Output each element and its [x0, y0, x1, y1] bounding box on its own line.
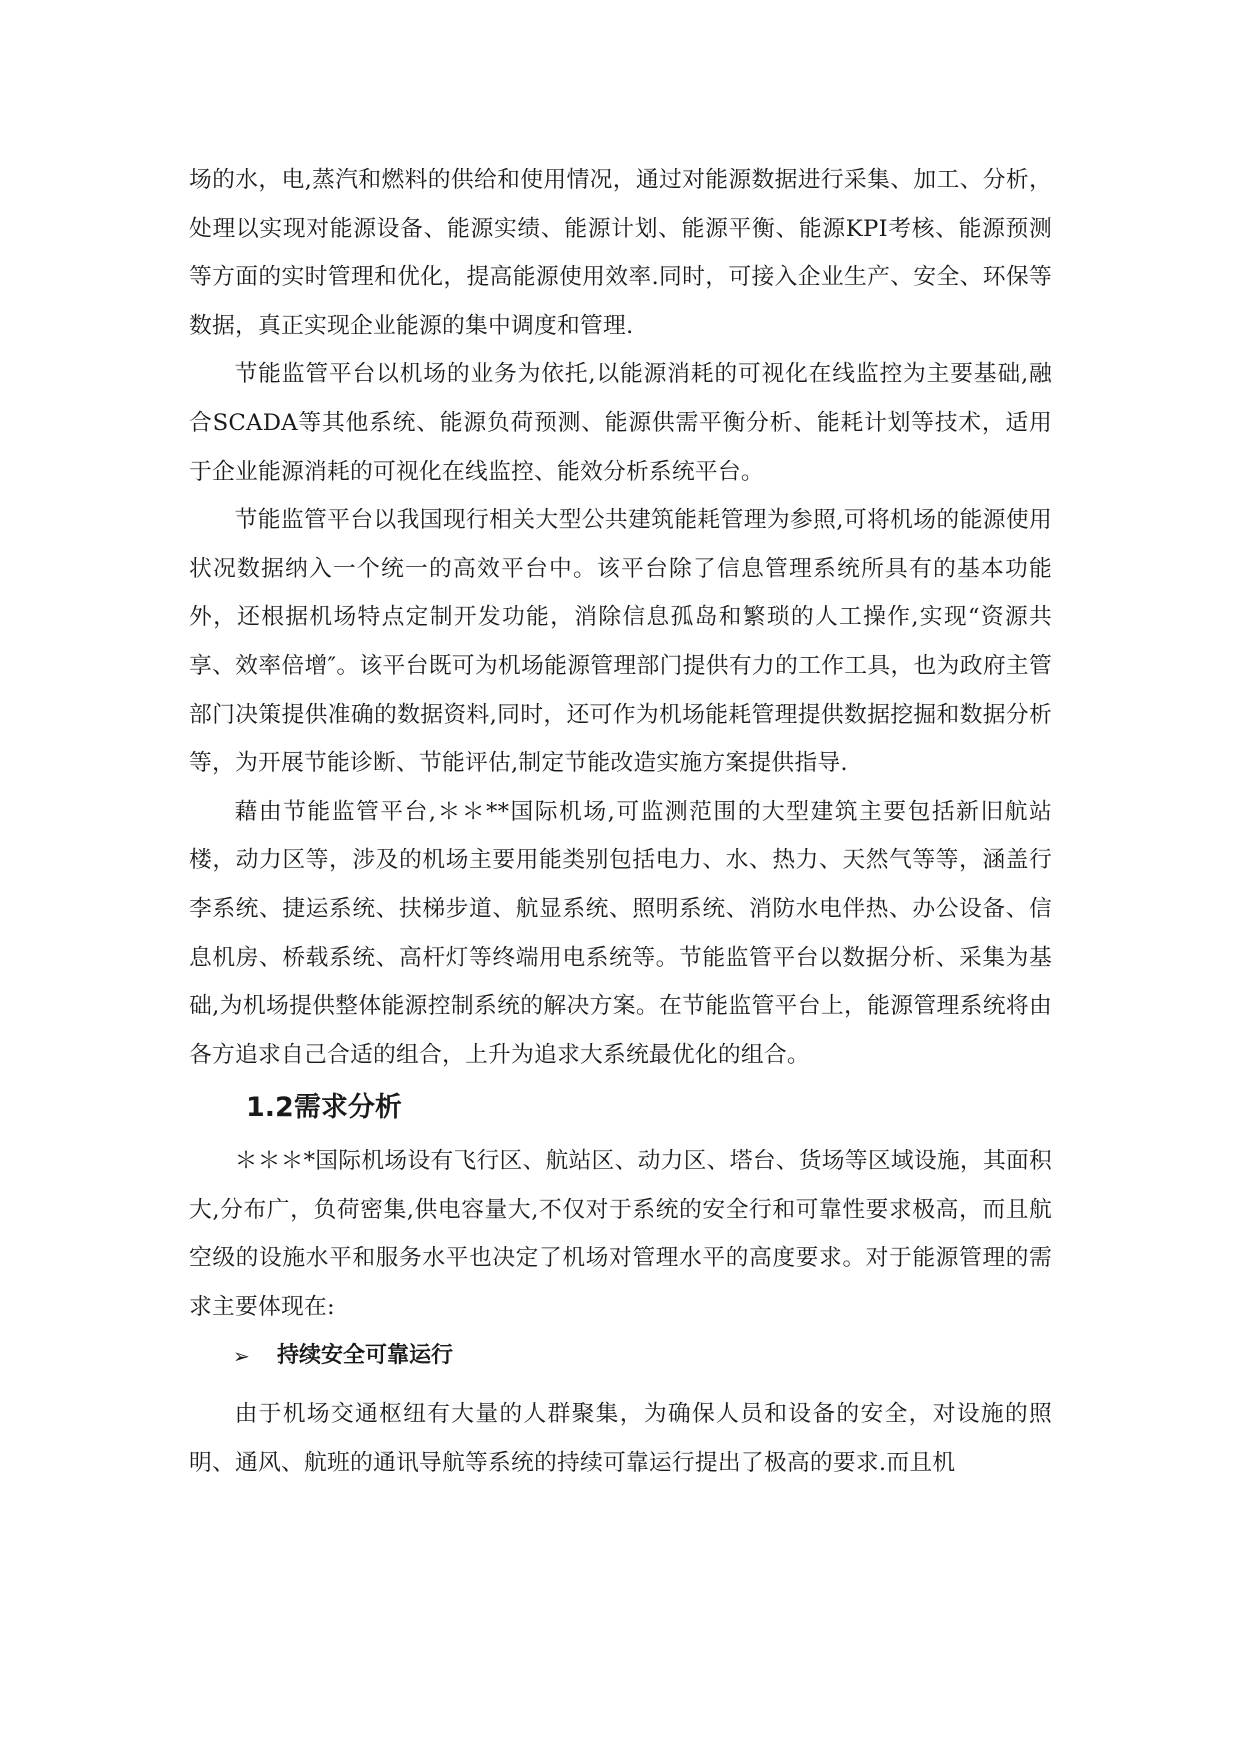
paragraph-monitoring-scope: 藉由节能监管平台,＊＊**国际机场,可监测范围的大型建筑主要包括新旧航站楼，动力区等，涉及的机场主要用能类别包括电力、水、热力、天然气等等，涵盖行李系统、捷运系统、扶梯步道、航显系统、照明系统、消防水电伴热、办公设备、信息机房、桥载系统、高杆灯等终端用电系统等。节能监管平台以数据分析、采集为基础,为机场提供整体能源控制系统的解决方案。在节能监管平台上，能源管理系统将由各方追求自己合适的组合，上升为追求大系统最优化的组合。	[189, 798, 1052, 1068]
section-heading: 1.2需求分析	[246, 1092, 402, 1124]
bullet-item-label: 持续安全可靠运行	[277, 1342, 454, 1368]
paragraph-intro-continuation: 场的水，电,蒸汽和燃料的供给和使用情况，通过对能源数据进行采集、加工、分析，处理以实现对能源设备、能源实绩、能源计划、能源平衡、能源KPI考核、能源预测等方面的实时管理和优化，提高能源使用效率.同时，可接入企业生产、安全、环保等数据，真正实现企业能源的集中调度和管理.	[189, 167, 1052, 339]
bullet-item	[189, 1332, 1052, 1381]
paragraph-safety: 由于机场交通枢纽有大量的人群聚集，为确保人员和设备的安全，对设施的照明、通风、航班的通讯导航等系统的持续可靠运行提出了极高的要求.而且机	[189, 1401, 1052, 1476]
paragraph-requirements: ＊＊＊*国际机场设有飞行区、航站区、动力区、塔台、货场等区域设施，其面积大,分布广，负荷密集,供电容量大,不仅对于系统的安全行和可靠性要求极高，而且航空级的设施水平和服务水平也决定了机场对管理水平的高度要求。对于能源管理的需求主要体现在:	[189, 1148, 1052, 1321]
paragraph-platform-reference: 节能监管平台以我国现行相关大型公共建筑能耗管理为参照,可将机场的能源使用状况数据纳入一个统一的高效平台中。该平台除了信息管理系统所具有的基本功能外，还根据机场特点定制开发功能，消除信息孤岛和繁琐的人工操作,实现“资源共享、效率倍增″。该平台既可为机场能源管理部门提供有力的工作工具，也为政府主管部门决策提供准确的数据资料,同时，还可作为机场能耗管理提供数据挖掘和数据分析等，为开展节能诊断、节能评估,制定节能改造实施方案提供指导.	[189, 507, 1052, 777]
paragraph-platform-basis: 节能监管平台以机场的业务为依托,以能源消耗的可视化在线监控为主要基础,融合SCADA等其他系统、能源负荷预测、能源供需平衡分析、能耗计划等技术，适用于企业能源消耗的可视化在线监控、能效分析系统平台。	[189, 361, 1052, 485]
arrow-bullet-icon: ➢	[233, 1343, 250, 1368]
document-body	[189, 156, 1052, 1487]
